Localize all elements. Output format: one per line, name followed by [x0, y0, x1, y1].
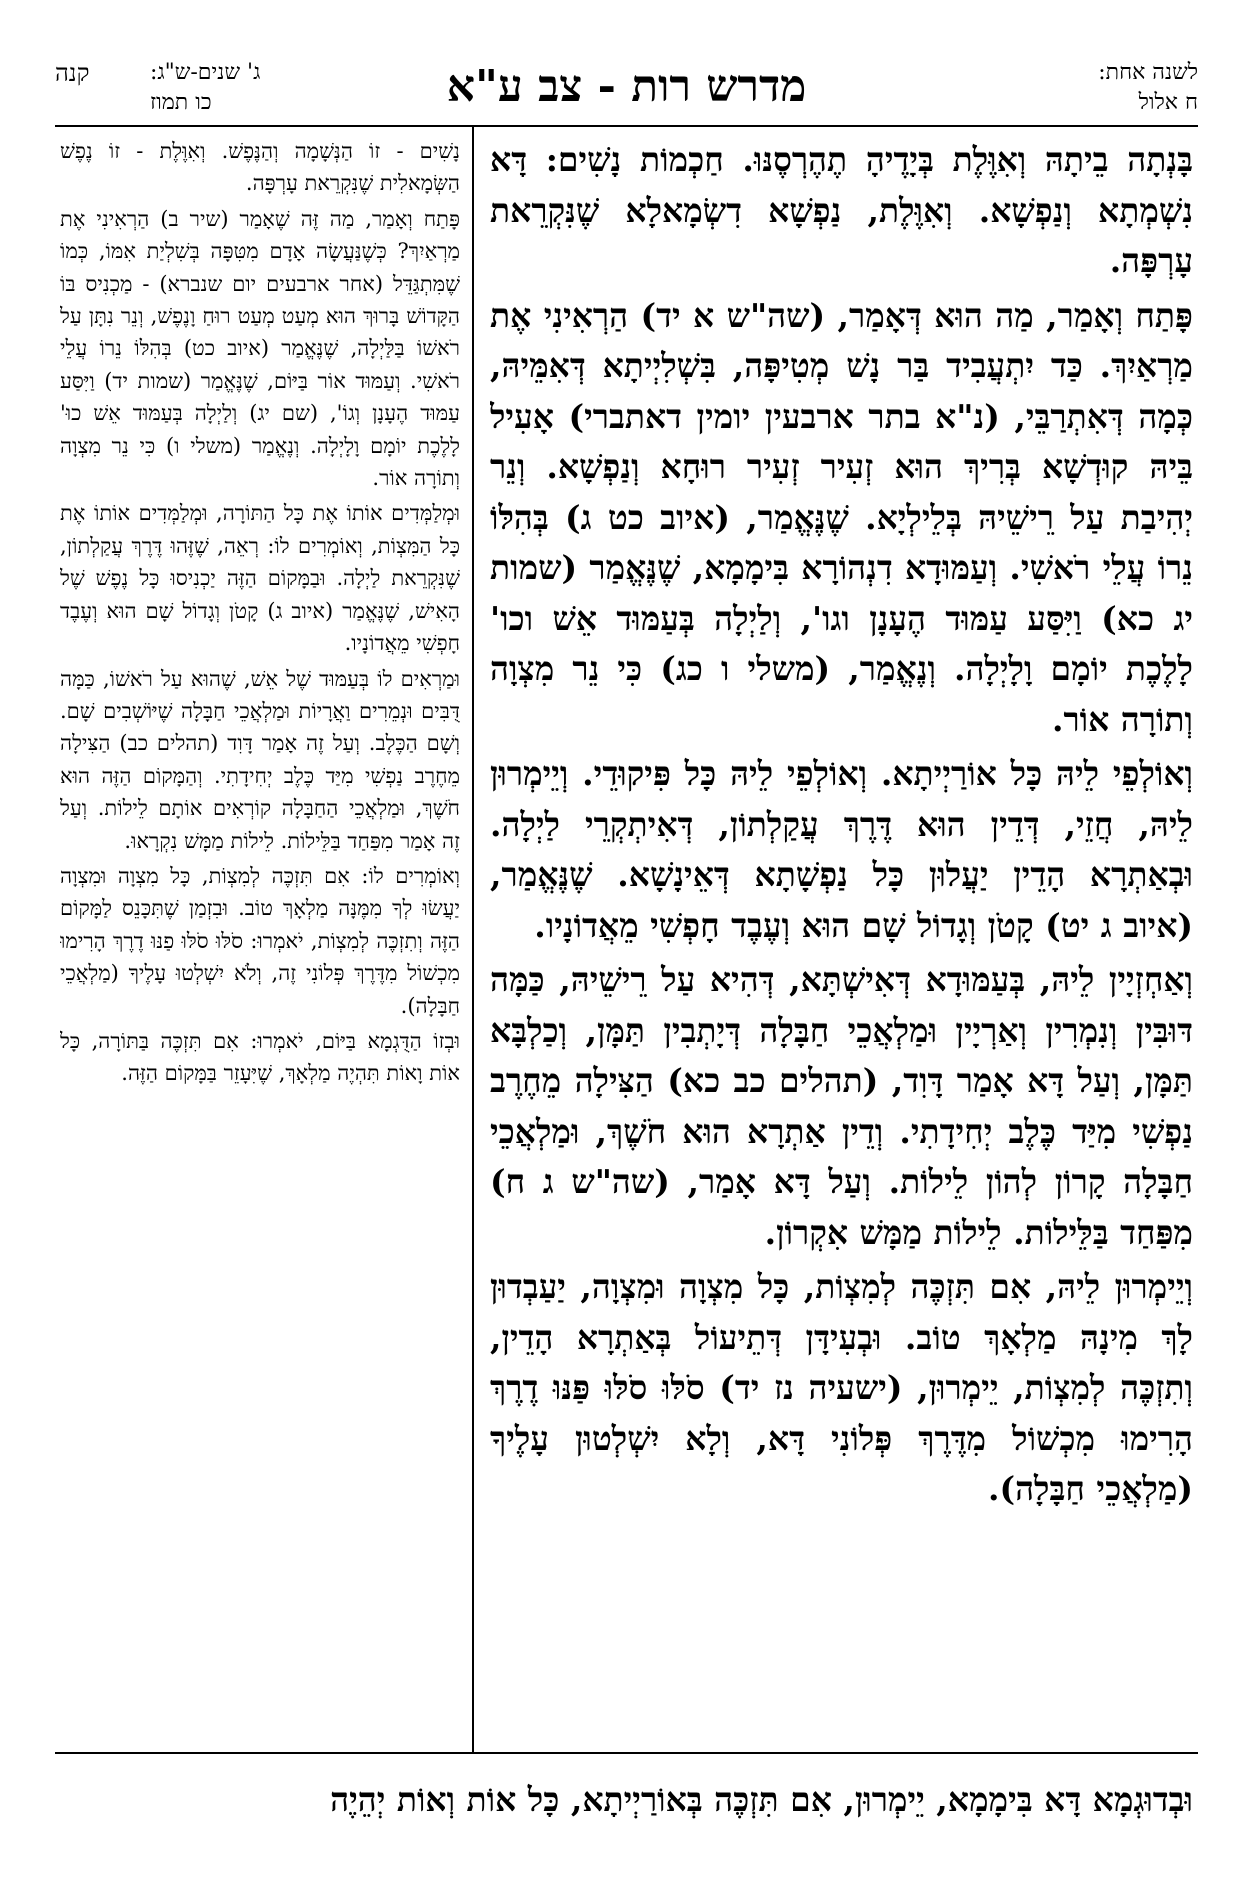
main-paragraph: פָּתַח וְאָמַר, מַה הוּא דְּאָמַר, (שה"ש א יד) הַרְאִינִי אֶת מַרְאַיִךְ. כַּד יִתְעֲבִיד בַּר נָשׁ מְטִיפָּה, בִּשְׁלִיְיתָא דְּאִמֵּיהּ, כְּמָה דְּאִתְרַבֵּי, (נ"א בתר ארבעין יומין דאתברי) אָעִיל בֵּיהּ קוּדְשָׁא בְּרִיךְ הוּא זְעִיר זְעִיר רוּחָא וְנַפְשָׁא. וְנֵר יְהִיבַת עַל רֵישֵׁיהּ בְּלֵילְיָא. שֶׁנֶּאֱמַר, (איוב כט ג) בְּהִלּוֹ נֵרוֹ עֲלֵי רֹאשִׁי. וְעַמּוּדָא דִנְהוֹרָא בִּימָמָא, שֶׁנֶּאֱמַר (שמות יג כא) וַיִּסַּע עַמּוּד הֶעָנָן וגו', וְלַיְלָה בְּעַמּוּד אֵשׁ וכו' לָלֶכֶת יוֹמָם וָלָיְלָה. וְנֶאֱמַר, (משלי ו כג) כִּי נֵר מִצְוָה וְתוֹרָה אוֹר. [490, 295, 1193, 739]
side-paragraph: וּמְלַמְּדִים אוֹתוֹ אֶת כָּל הַתּוֹרָה, וּמְלַמְּדִים אוֹתוֹ אֶת כָּל הַמִּצְוֹת, וְאוֹמְרִים לוֹ: רְאֵה, שֶׁזֶּהוּ דֶּרֶךְ עֲקַלְתוֹן, שֶׁנִּקְרֵאת לַיְלָה. וּבַמָּקוֹם הַזֶּה יַכְנִיסוּ כָּל נֶפֶשׁ שֶׁל הָאִישׁ, שֶׁנֶּאֱמַר (איוב ג) קָטֹן וְגָדוֹל שָׁם הוּא וְעֶבֶד חָפְשִׁי מֵאֲדוֹנָיו. [60, 501, 460, 656]
side-paragraph: וְאוֹמְרִים לוֹ: אִם תִּזְכֶּה לְמִצְוֹת, כָּל מִצְוָה וּמִצְוָה יַעֲשׂוּ לְךָ מִמֶּנָּה מַלְאָךְ טוֹב. וּבִזְמַן שֶׁתִּכָּנֵס לַמָּקוֹם הַזֶּה וְתִזְכֶּה לְמִצְוֹת, יֹאמְרוּ: סֹלּוּ סֹלּוּ פַנּוּ דֶרֶךְ הָרִימוּ מִכְשׁוֹל מִדֶּרֶךְ פְּלוֹנִי זֶה, וְלֹא יִשְׁלְטוּ עָלֶיךָ (מַלְאֲכֵי חַבָּלָה). [60, 863, 460, 1018]
footer-line: וּבְדוּגְמָא דָּא בִּימָמָא, יֵימְרוּן, אִם תִּזְכֶּה בְּאוֹרַיְיתָא, כָּל אוֹת וְאוֹת יְהֵיֶה [330, 1780, 1193, 1819]
main-paragraph: וְאַחְזְיָין לֵיהּ, בְּעַמּוּדָא דְּאִישְׁתָּא, דְּהִיא עַל רֵישֵׁיהּ, כַּמָּה דּוּבִּין וְנִמְרִין וְאַרְיָין וּמַלְאֲכֵי חַבָּלָה דְּיָתְבִין תַּמָּן, וְכַלְבָּא תַּמָּן, וְעַל דָּא אָמַר דָּוִד, (תהלים כב כא) הַצִּילָה מֵחֶרֶב נַפְשִׁי מִיַּד כֶּלֶב יְחִידָתִי. וְדֵין אַתְרָא הוּא חֹשֶׁךְ, וּמַלְאֲכֵי חַבָּלָה קָרוֹן לְהוֹן לֵילוֹת. וְעַל דָּא אָמַר, (שה"ש ג ח) מִפַּחַד בַּלֵּילוֹת. לֵילוֹת מַמָּשׁ אִקְרוֹן. [490, 960, 1193, 1252]
side-paragraph: וּמַרְאִים לוֹ בְּעַמּוּד שֶׁל אֵשׁ, שֶׁהוּא עַל רֹאשׁוֹ, כַּמָּה דֻּבִּים וּנְמֵרִים וַאֲרָיוֹת וּמַלְאֲכֵי חַבָּלָה שֶׁיּוֹשְׁבִים שָׁם. וְשָׁם הַכֶּלֶב. וְעַל זֶה אָמַר דָּוִד (תהלים כב) הַצִּילָה מֵחֶרֶב נַפְשִׁי מִיַּד כֶּלֶב יְחִידָתִי. וְהַמָּקוֹם הַזֶּה הוּא חֹשֶׁךְ, וּמַלְאֲכֵי הַחַבָּלָה קוֹרְאִים אוֹתָם לֵילוֹת. וְעַל זֶה אָמַר מִפַּחַד בַּלֵּילוֹת. לֵילוֹת מַמָּשׁ נִקְרָאוּ. [60, 666, 460, 853]
schedule-three-year-date: כו תמוז [150, 90, 212, 115]
page-header [55, 55, 1198, 127]
main-paragraph: בָּנְתָה בֵיתָהּ וְאִוֶּלֶת בְּיָדֶיהָ תֶהֶרְסֶנּוּ. חַכְמוֹת נָשִׁים: דָּא נִשְׁמְתָא וְנַפְשָׁא. וְאִוֶּלֶת, נַפְשָׁא דִשְׂמָאלָא שֶׁנִּקְרֵאת עָרְפָּה. [490, 140, 1193, 280]
schedule-three-year-label: ג' שנים-ש"ג: [150, 60, 261, 85]
schedule-one-year-date: ח אלול [1138, 90, 1198, 115]
page-number: קנה [55, 59, 90, 87]
page-title: מדרש רות - צב ע"א [446, 61, 807, 112]
footer-divider [55, 1752, 1198, 1754]
column-divider [472, 127, 474, 1752]
side-paragraph: וּבְזוֹ הַדֻּגְמָא בַּיּוֹם, יֹאמְרוּ: אִם תִּזְכֶּה בַּתּוֹרָה, כָּל אוֹת וָאוֹת תִּהְיֶה מַלְאָךְ, שֶׁיִּעָזֵר בַּמָּקוֹם הַזֶּה. [60, 1028, 460, 1086]
side-paragraph: נָשִׁים - זוֹ הַנְּשָׁמָה וְהַנֶּפֶשׁ. וְאִוֶּלֶת - זוֹ נֶפֶשׁ הַשְּׂמָאלִית שֶׁנִּקְרֵאת עָרְפָּה. [60, 139, 460, 196]
header-divider [55, 125, 1198, 127]
side-column-translation [60, 135, 460, 1750]
main-paragraph: וְיֵימְרוּן לֵיהּ, אִם תִּזְכֶּה לְמִצְוֹת, כָּל מִצְוָה וּמִצְוָה, יַעַבְדוּן לָךְ מִינָהּ מַלְאָךְ טוֹב. וּבְעִידָּן דְּתֵיעוֹל בְּאַתְרָא הָדֵין, וְתִזְכֶּה לְמִצְוֹת, יֵימְרוּן, (ישעיה נז יד) סֹלּוּ סֹלּוּ פַּנּוּ דֶרֶךְ הָרִימוּ מִכְשׁוֹל מִדֶּרֶךְ פְּלוֹנִי דָּא, וְלָא יִשְׁלְטוּן עָלֶיךָ (מַלְאֲכֵי חַבָּלָה). [490, 1267, 1193, 1508]
main-paragraph: וְאוֹלְפֵי לֵיהּ כָּל אוֹרַיְיתָא. וְאוֹלְפֵי לֵיהּ כָּל פִּיקוּדֵי. וְיֵימְרוּן לֵיהּ, חֲזֵי, דְּדֵין הוּא דֶּרֶךְ עֲקַלְתוֹן, דְּאִיתְקְרֵי לַיְלָה. וּבְאַתְרָא הָדֵין יַעֲלוּן כָּל נַפְשָׁתָא דְּאֵינָשָׁא. שֶׁנֶּאֱמַר, (איוב ג יט) קָטֹן וְגָדוֹל שָׁם הוּא וְעֶבֶד חָפְשִׁי מֵאֲדוֹנָיו. [490, 754, 1193, 945]
schedule-one-year-label: לשנה אחת: [1098, 60, 1198, 85]
main-column-aramaic [490, 135, 1193, 1750]
side-paragraph: פָּתַח וְאָמַר, מַה זֶּה שֶׁאָמַר (שיר ב) הַרְאִינִי אֶת מַרְאַיִךְ? כְּשֶׁנַּעֲשָׂה אָדָם מִטִּפָּה בְּשִׁלְיַת אִמּוֹ, כְּמוֹ שֶׁמִּתְגַּדֵּל (אחר ארבעים יום שנברא) - מַכְנִיס בּוֹ הַקָּדוֹשׁ בָּרוּךְ הוּא מְעַט מְעַט רוּחַ וָנֶפֶשׁ, וְנֵר נִתָּן עַל רֹאשׁוֹ בַּלַּיְלָה, שֶׁנֶּאֱמַר (איוב כט) בְּהִלּוֹ נֵרוֹ עֲלֵי רֹאשִׁי. וְעַמּוּד אוֹר בַּיּוֹם, שֶׁנֶּאֱמַר (שמות יד) וַיִּסַּע עַמּוּד הֶעָנָן וְגוֹ', (שם יג) וְלַיְלָה בְּעַמּוּד אֵשׁ כוּ' לָלֶכֶת יוֹמָם וָלָיְלָה. וְנֶאֱמַר (משלי ו) כִּי נֵר מִצְוָה וְתוֹרָה אוֹר. [60, 206, 460, 491]
